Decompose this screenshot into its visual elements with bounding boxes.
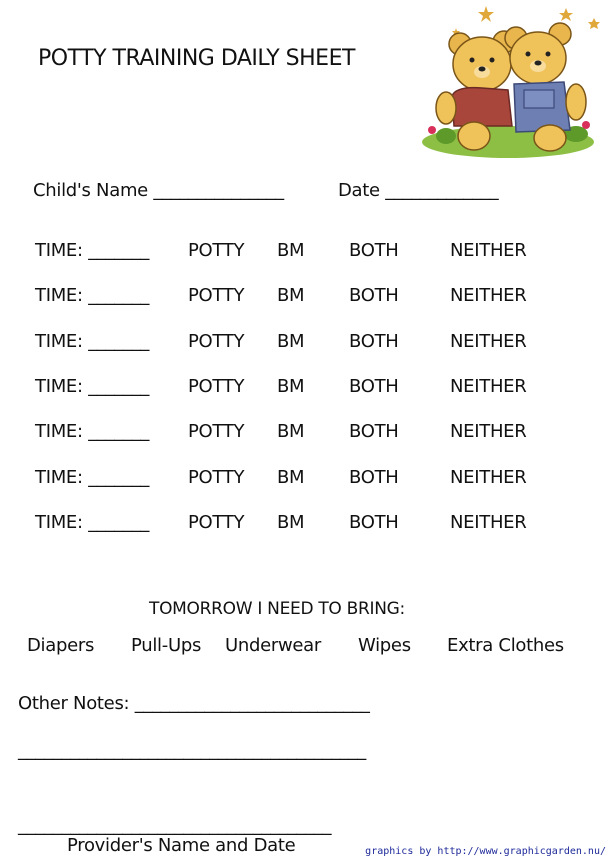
provider-name-label: Provider's Name and Date [67,835,296,856]
bring-item-extra-clothes: Extra Clothes [447,635,564,656]
option-potty: POTTY [188,467,245,488]
provider-signature-line: ____________________________________ [18,815,332,836]
graphics-credit: graphics by http://www.graphicgarden.nu/ [365,846,606,857]
option-bm: BM [277,376,305,397]
option-both: BOTH [349,240,399,261]
time-field: TIME: _______ [35,240,150,261]
option-neither: NEITHER [450,512,527,533]
time-field: TIME: _______ [35,331,150,352]
option-potty: POTTY [188,421,245,442]
notes-line: ________________________________________ [18,740,367,761]
date-field: Date _____________ [338,180,499,201]
option-potty: POTTY [188,376,245,397]
time-field: TIME: _______ [35,512,150,533]
option-neither: NEITHER [450,240,527,261]
time-field: TIME: _______ [35,376,150,397]
bring-item-underwear: Underwear [225,635,322,656]
option-neither: NEITHER [450,421,527,442]
childs-name-field: Child's Name _______________ [33,180,284,201]
other-notes-field: Other Notes: ___________________________ [18,693,370,714]
option-both: BOTH [349,512,399,533]
option-bm: BM [277,467,305,488]
option-potty: POTTY [188,512,245,533]
option-both: BOTH [349,376,399,397]
option-both: BOTH [349,285,399,306]
option-bm: BM [277,331,305,352]
option-bm: BM [277,285,305,306]
option-bm: BM [277,240,305,261]
option-both: BOTH [349,421,399,442]
page-title: POTTY TRAINING DAILY SHEET [38,46,355,71]
bring-item-pull-ups: Pull-Ups [131,635,202,656]
option-both: BOTH [349,467,399,488]
option-both: BOTH [349,331,399,352]
option-bm: BM [277,512,305,533]
bring-item-wipes: Wipes [358,635,411,656]
option-neither: NEITHER [450,467,527,488]
teddy-bears-illustration [416,4,602,162]
option-potty: POTTY [188,240,245,261]
bring-heading: TOMORROW I NEED TO BRING: [149,599,405,619]
time-field: TIME: _______ [35,285,150,306]
option-neither: NEITHER [450,376,527,397]
option-bm: BM [277,421,305,442]
option-potty: POTTY [188,331,245,352]
time-field: TIME: _______ [35,421,150,442]
option-neither: NEITHER [450,285,527,306]
option-potty: POTTY [188,285,245,306]
bring-item-diapers: Diapers [27,635,95,656]
option-neither: NEITHER [450,331,527,352]
time-field: TIME: _______ [35,467,150,488]
